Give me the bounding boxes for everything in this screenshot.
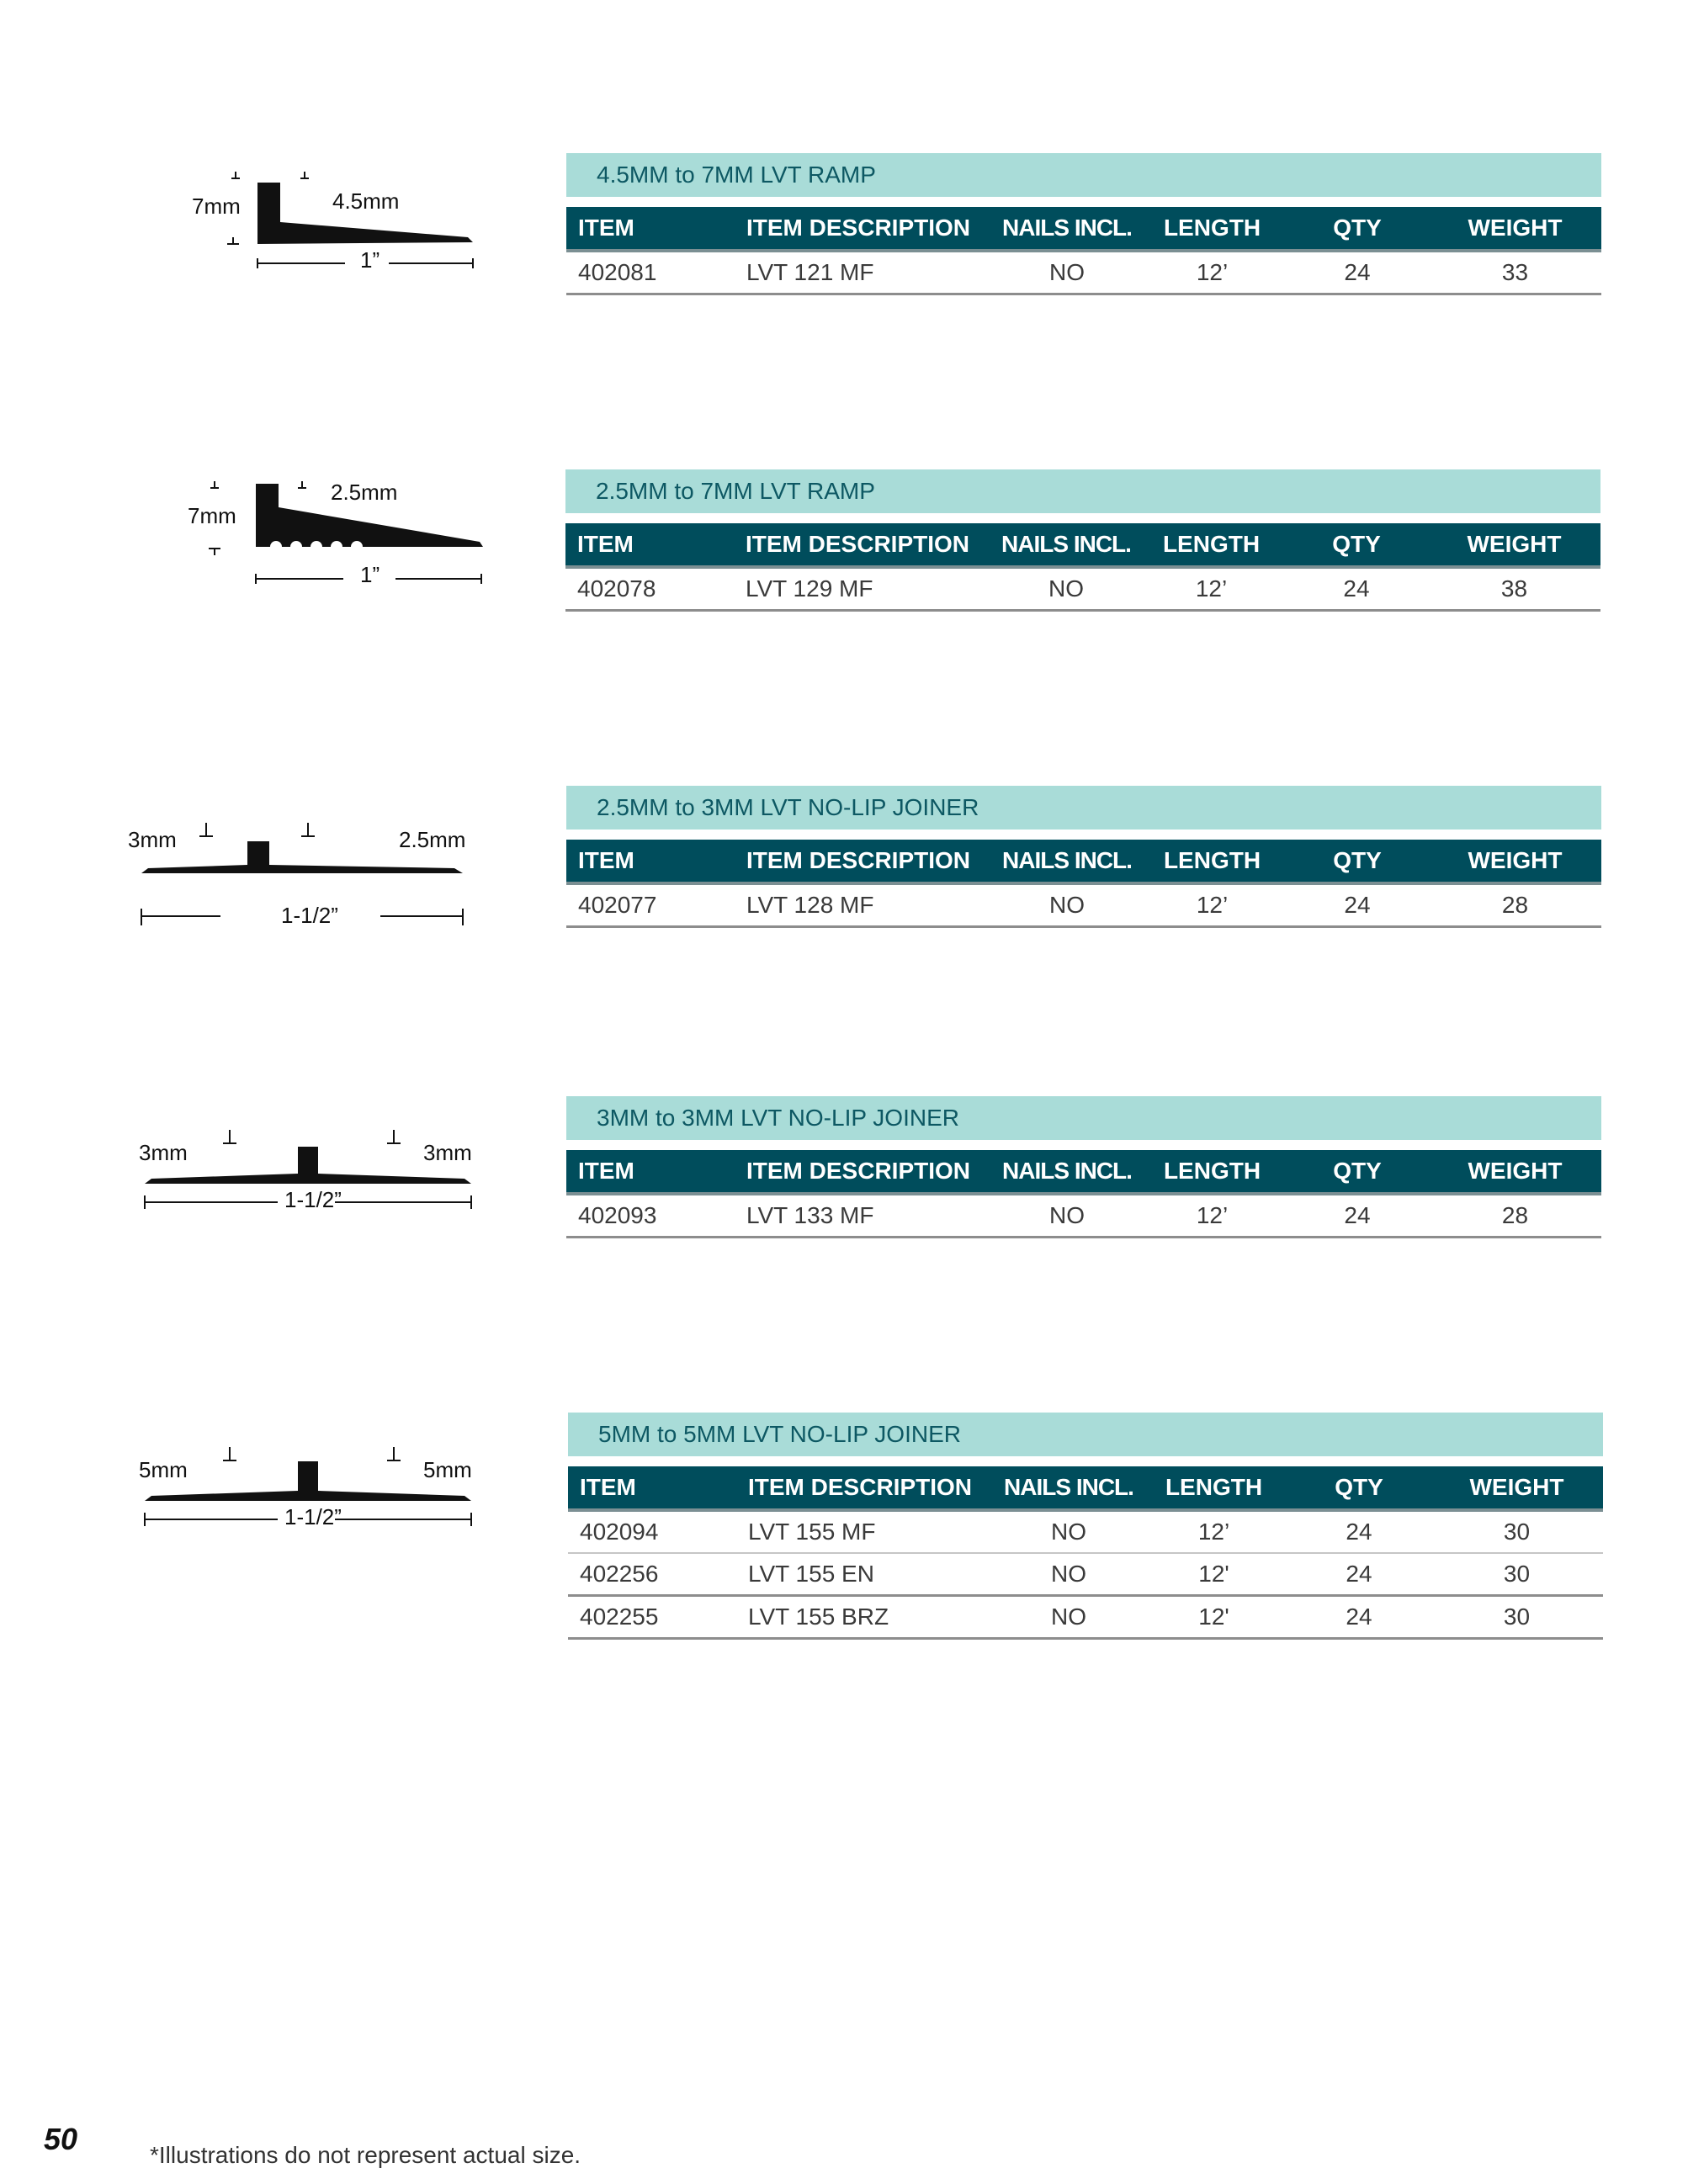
dim-right-label: 2.5mm [331,480,398,505]
page-number: 50 [44,2122,78,2156]
table-title: 2.5MM to 7MM LVT RAMP [565,469,1600,513]
cell-description: LVT 155 BRZ [748,1604,889,1630]
dim-width-label: 1-1/2” [284,1187,342,1212]
cell-length: 12’ [1196,259,1229,285]
profile-drawing [0,1096,539,1231]
col-description: ITEM DESCRIPTION [746,215,971,241]
product-table [566,786,1601,928]
cell-nails: NO [1051,1561,1086,1587]
col-description: ITEM DESCRIPTION [746,531,970,557]
table-row [565,569,1600,612]
dim-left-label: 7mm [188,503,236,528]
col-item: ITEM [578,847,634,873]
col-weight: WEIGHT [1468,847,1563,873]
col-qty: QTY [1333,215,1382,241]
col-length: LENGTH [1163,1158,1261,1184]
dim-left-label: 5mm [139,1457,188,1482]
cell-weight: 28 [1501,892,1529,918]
product-table [566,1096,1601,1238]
dim-right-label: 5mm [423,1457,472,1482]
col-item: ITEM [580,1474,636,1500]
table-title: 2.5MM to 3MM LVT NO-LIP JOINER [566,786,1601,830]
table-header-row [566,207,1601,252]
dim-width-label: 1-1/2” [281,903,338,928]
col-weight: WEIGHT [1469,1474,1564,1500]
col-qty: QTY [1333,847,1382,873]
col-nails: NAILS INCL. [1004,1474,1133,1500]
table-title: 4.5MM to 7MM LVT RAMP [566,153,1601,197]
footnote: *Illustrations do not represent actual size. [150,2142,581,2168]
col-length: LENGTH [1162,531,1261,557]
col-qty: QTY [1335,1474,1383,1500]
col-weight: WEIGHT [1468,215,1563,241]
cell-item: 402081 [578,259,657,285]
cell-item: 402094 [580,1519,659,1545]
cell-weight: 28 [1501,1202,1529,1228]
cell-length: 12’ [1197,1519,1230,1545]
cell-qty: 24 [1346,1604,1372,1630]
col-description: ITEM DESCRIPTION [746,1158,971,1184]
col-length: LENGTH [1163,215,1261,241]
table-title: 5MM to 5MM LVT NO-LIP JOINER [568,1413,1603,1456]
col-item: ITEM [578,1158,634,1184]
cell-description: LVT 133 MF [746,1202,874,1228]
product-table [568,1413,1603,1640]
dim-right-label: 4.5mm [332,188,400,214]
col-length: LENGTH [1163,847,1261,873]
profile-drawing [0,153,539,288]
profile-drawing [0,786,539,937]
col-nails: NAILS INCL. [1002,215,1132,241]
col-qty: QTY [1332,531,1381,557]
cell-length: 12’ [1196,1202,1229,1228]
col-length: LENGTH [1165,1474,1263,1500]
table-title: 3MM to 3MM LVT NO-LIP JOINER [566,1096,1601,1140]
col-description: ITEM DESCRIPTION [746,847,971,873]
cell-item: 402093 [578,1202,657,1228]
dim-left-label: 3mm [139,1140,188,1165]
col-nails: NAILS INCL. [1002,847,1132,873]
product-table [565,469,1600,612]
cell-weight: 33 [1501,259,1529,285]
table-row [568,1554,1603,1597]
cell-length: 12’ [1195,575,1228,602]
profile-drawing [0,469,539,604]
cell-qty: 24 [1344,892,1371,918]
table-row [566,252,1601,295]
cell-weight: 38 [1500,575,1528,602]
product-table [566,153,1601,295]
cell-item: 402256 [580,1561,659,1587]
table-header-row [568,1466,1603,1512]
cell-item: 402077 [578,892,657,918]
cell-item: 402255 [580,1604,659,1630]
col-nails: NAILS INCL. [1001,531,1131,557]
cell-length: 12' [1198,1604,1229,1630]
cell-weight: 30 [1503,1561,1531,1587]
cell-qty: 24 [1346,1519,1372,1545]
cell-nails: NO [1051,1519,1086,1545]
table-row [566,1195,1601,1238]
profile-drawing [0,1413,539,1547]
cell-description: LVT 155 MF [748,1519,876,1545]
cell-qty: 24 [1346,1561,1372,1587]
table-row [566,885,1601,928]
dim-right-label: 3mm [423,1140,472,1165]
col-nails: NAILS INCL. [1002,1158,1132,1184]
dim-width-label: 1” [360,562,380,587]
cell-description: LVT 128 MF [746,892,874,918]
cell-weight: 30 [1503,1519,1531,1545]
col-item: ITEM [578,215,634,241]
cell-qty: 24 [1344,1202,1371,1228]
dim-width-label: 1” [360,247,380,273]
col-weight: WEIGHT [1468,1158,1563,1184]
cell-nails: NO [1049,259,1085,285]
cell-nails: NO [1049,1202,1085,1228]
dim-width-label: 1-1/2” [284,1504,342,1529]
cell-qty: 24 [1343,575,1370,602]
cell-description: LVT 155 EN [748,1561,874,1587]
col-item: ITEM [577,531,634,557]
table-row [568,1512,1603,1554]
table-row [568,1597,1603,1640]
dim-left-label: 7mm [192,193,241,219]
cell-nails: NO [1049,892,1085,918]
table-header-row [565,523,1600,569]
cell-nails: NO [1051,1604,1086,1630]
cell-nails: NO [1048,575,1084,602]
cell-qty: 24 [1344,259,1371,285]
cell-length: 12’ [1196,892,1229,918]
col-weight: WEIGHT [1467,531,1562,557]
col-description: ITEM DESCRIPTION [748,1474,973,1500]
table-header-row [566,1150,1601,1195]
cell-length: 12' [1198,1561,1229,1587]
cell-item: 402078 [577,575,656,602]
table-header-row [566,840,1601,885]
dim-left-label: 3mm [128,827,177,852]
cell-weight: 30 [1503,1604,1531,1630]
dim-right-label: 2.5mm [399,827,466,852]
col-qty: QTY [1333,1158,1382,1184]
cell-description: LVT 121 MF [746,259,874,285]
cell-description: LVT 129 MF [746,575,873,602]
